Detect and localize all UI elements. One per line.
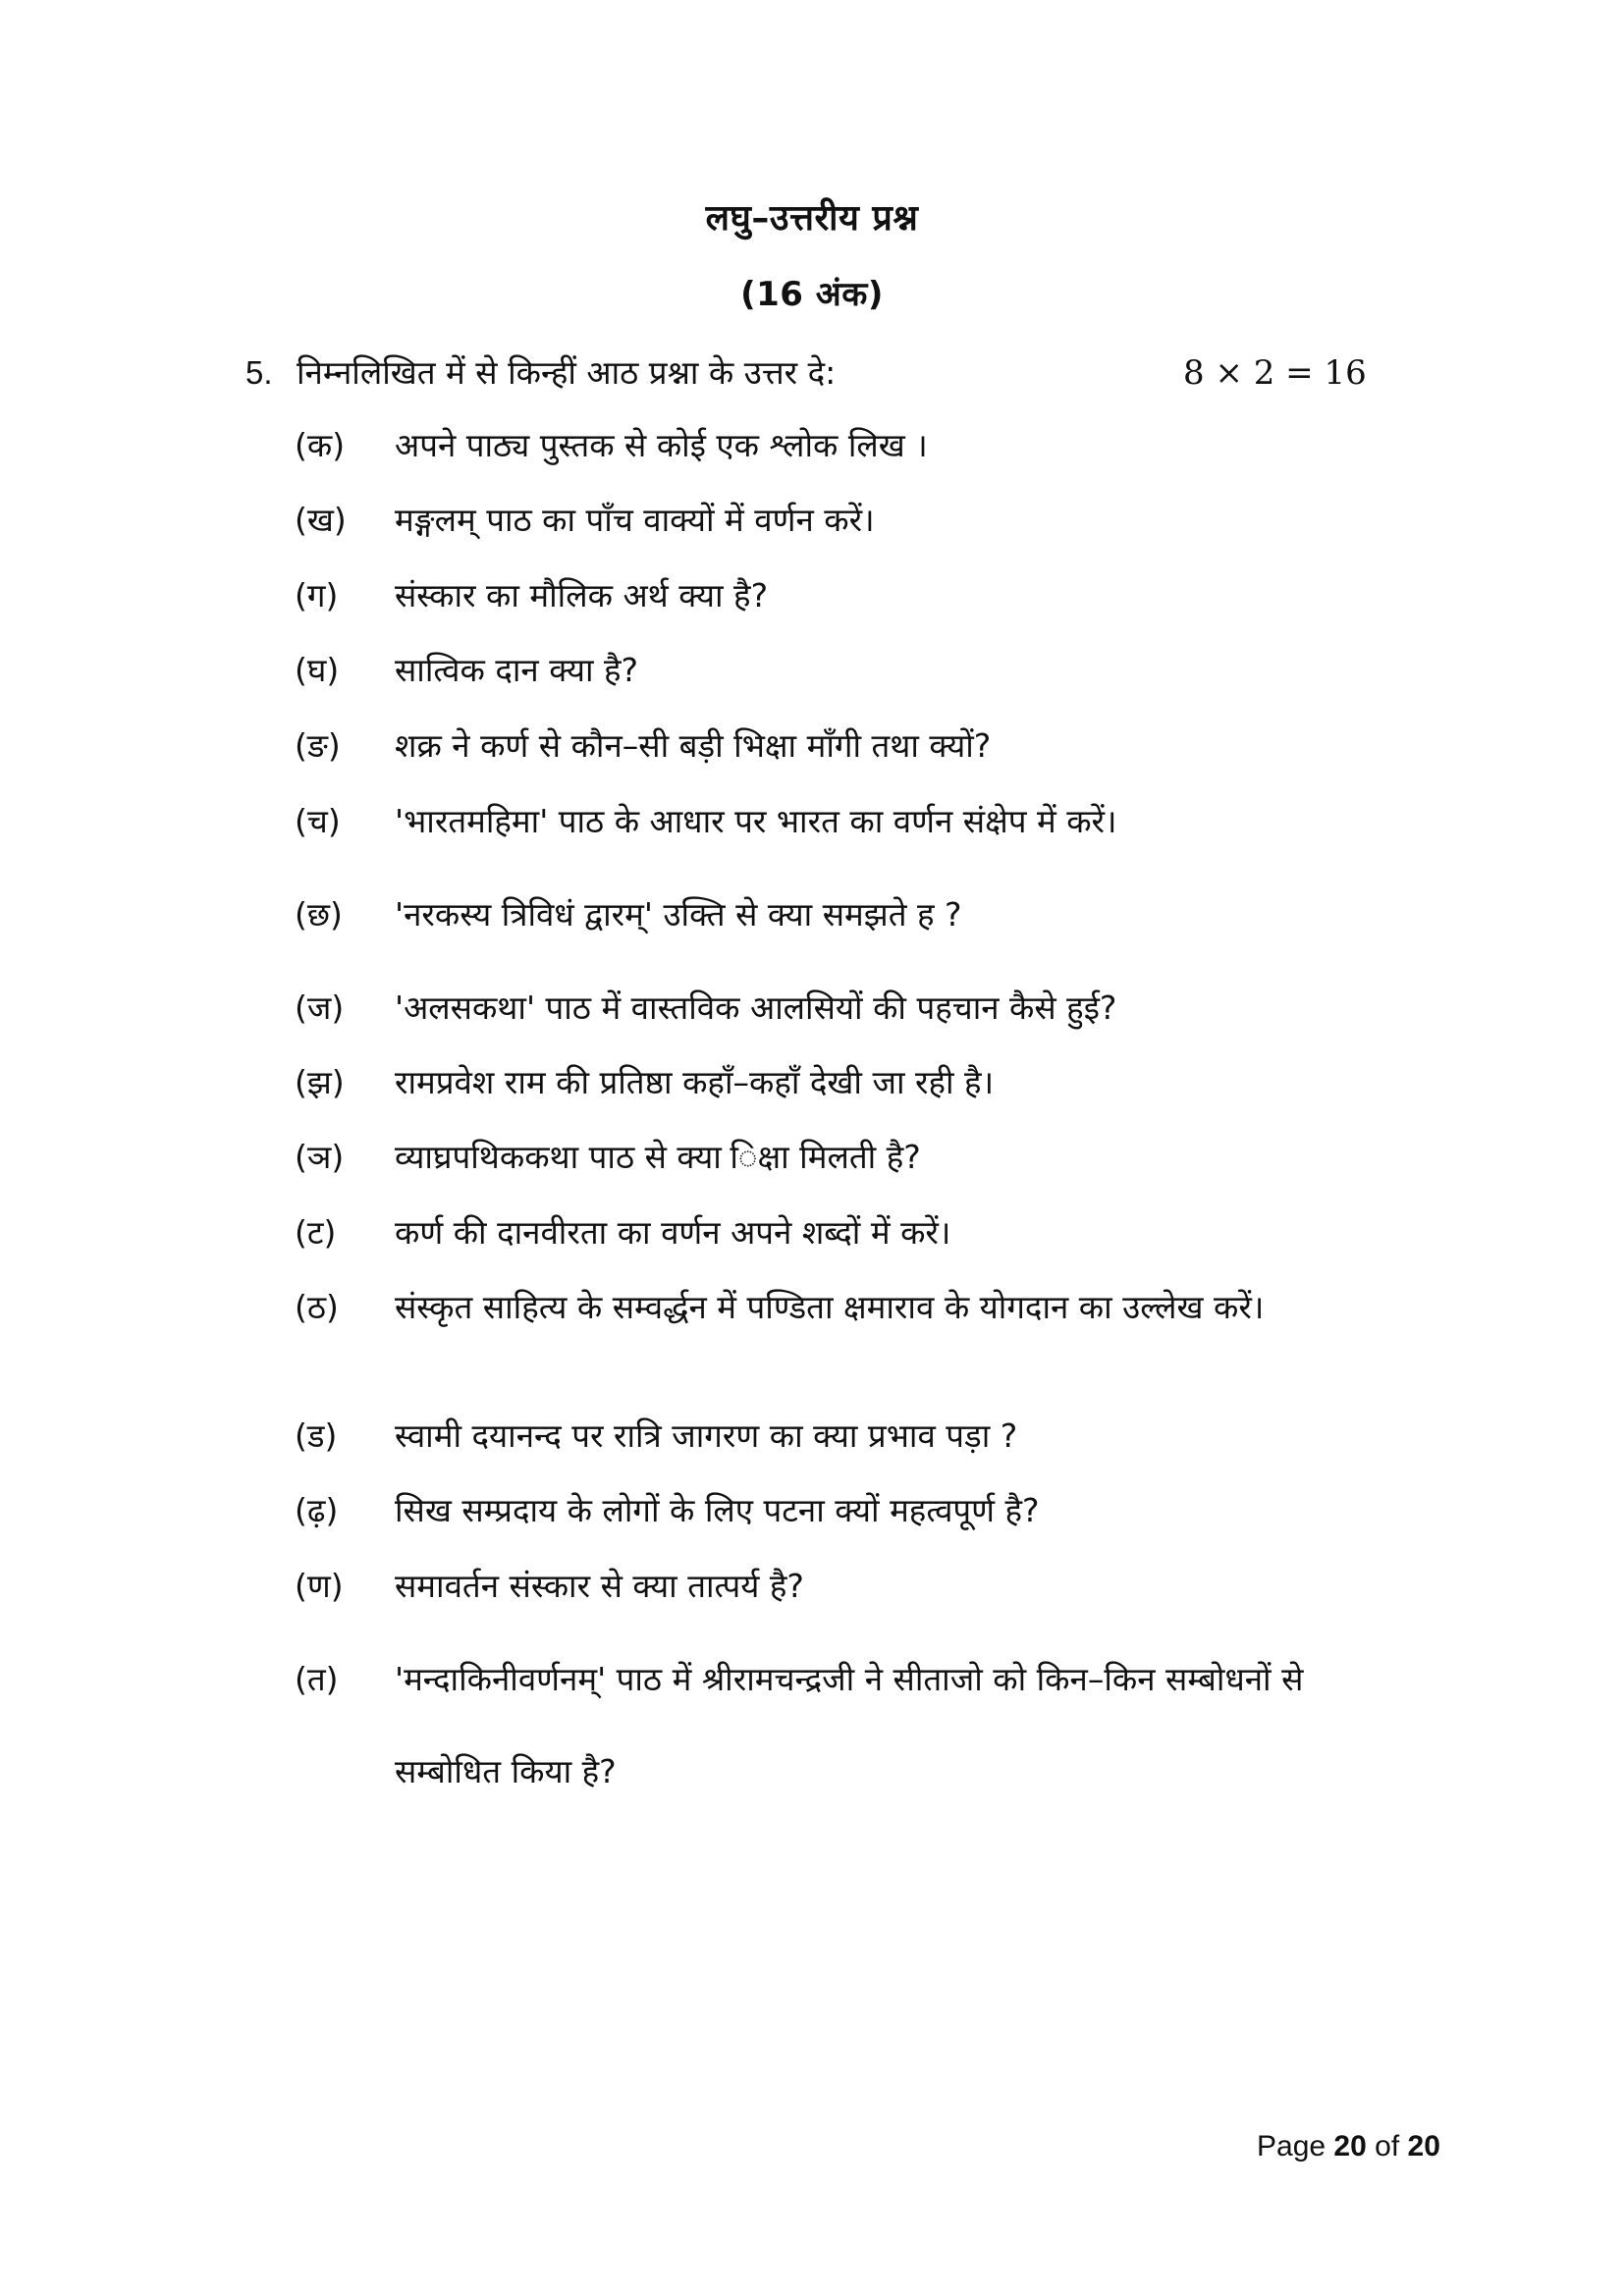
question-instruction: निम्नलिखित में से किन्हीं आठ प्रश्ना के उत्तर दे: xyxy=(297,353,837,392)
item-label: (ड) xyxy=(295,1416,338,1455)
item-text: 'नरकस्य त्रिविधं द्वारम्' उक्ति से क्या समझते ह ? xyxy=(395,895,962,934)
item-label: (घ) xyxy=(295,651,340,689)
item-text: संस्कृत साहित्य के सम्वर्द्धन में पण्डिता क्षमाराव के योगदान का उल्लेख करें। xyxy=(395,1288,1265,1326)
item-label: (ट) xyxy=(295,1213,337,1252)
item-text: 'भारतमहिमा' पाठ के आधार पर भारत का वर्णन संक्षेप में करें। xyxy=(395,802,1117,840)
current-page: 20 xyxy=(1333,2130,1367,2163)
item-label: (क) xyxy=(295,426,346,464)
item-label: (ठ) xyxy=(295,1288,339,1326)
item-text: स्वामी दयानन्द पर रात्रि जागरण का क्या प्रभाव पड़ा ? xyxy=(395,1416,1018,1455)
item-label: (ञ) xyxy=(295,1138,345,1176)
item-label: (छ) xyxy=(295,895,343,934)
item-text: संस्कार का मौलिक अर्थ क्या है? xyxy=(395,576,769,614)
item-text: सिख सम्प्रदाय के लोगों के लिए पटना क्यों महत्वपूर्ण है? xyxy=(395,1491,1040,1529)
of-label: of xyxy=(1375,2130,1400,2163)
item-text: 'अलसकथा' पाठ में वास्तविक आलसियों की पहचान कैसे हुई? xyxy=(395,988,1117,1027)
page-prefix: Page xyxy=(1257,2130,1326,2163)
section-title: लघु–उत्तरीय प्रश्न xyxy=(705,198,919,239)
item-label: (ण) xyxy=(295,1567,344,1605)
item-text: 'मन्दाकिनीवर्णनम्' पाठ में श्रीरामचन्द्रजी ने सीताजो को किन–किन सम्बोधनों से सम्बोधित किया है? xyxy=(395,1660,1304,1790)
marks-formula: 8 × 2 = 16 xyxy=(1183,353,1367,393)
item-text: कर्ण की दानवीरता का वर्णन अपने शब्दों में करें। xyxy=(395,1213,951,1252)
section-marks: (16 अंक) xyxy=(740,275,884,314)
question-header xyxy=(245,348,1375,398)
item-text: सात्विक दान क्या है? xyxy=(395,651,639,689)
item-label: (त) xyxy=(295,1660,339,1698)
item-label: (ङ) xyxy=(295,726,341,765)
item-label: (ख) xyxy=(295,501,347,539)
item-text: मङ्गलम् पाठ का पाँच वाक्यों में वर्णन करें। xyxy=(395,501,875,539)
item-text: व्याघ्रपथिककथा पाठ से क्या िक्षा मिलती है? xyxy=(395,1138,921,1176)
item-label: (ग) xyxy=(295,576,339,614)
item-label: (ढ़) xyxy=(295,1491,339,1529)
item-label: (झ) xyxy=(295,1063,345,1101)
item-label: (ज) xyxy=(295,988,345,1027)
page-footer xyxy=(1257,2130,1440,2163)
total-pages: 20 xyxy=(1407,2130,1440,2163)
item-text: रामप्रवेश राम की प्रतिष्ठा कहाँ–कहाँ देखी जा रही है। xyxy=(395,1063,995,1101)
item-text: समावर्तन संस्कार से क्या तात्पर्य है? xyxy=(395,1567,804,1605)
item-label: (च) xyxy=(295,802,341,840)
item-text: शक्र ने कर्ण से कौन–सी बड़ी भिक्षा माँगी तथा क्यों? xyxy=(395,726,992,765)
item-text: अपने पाठ्य पुस्तक से कोई एक श्लोक लिख । xyxy=(395,426,928,464)
question-number: 5. xyxy=(245,354,273,391)
